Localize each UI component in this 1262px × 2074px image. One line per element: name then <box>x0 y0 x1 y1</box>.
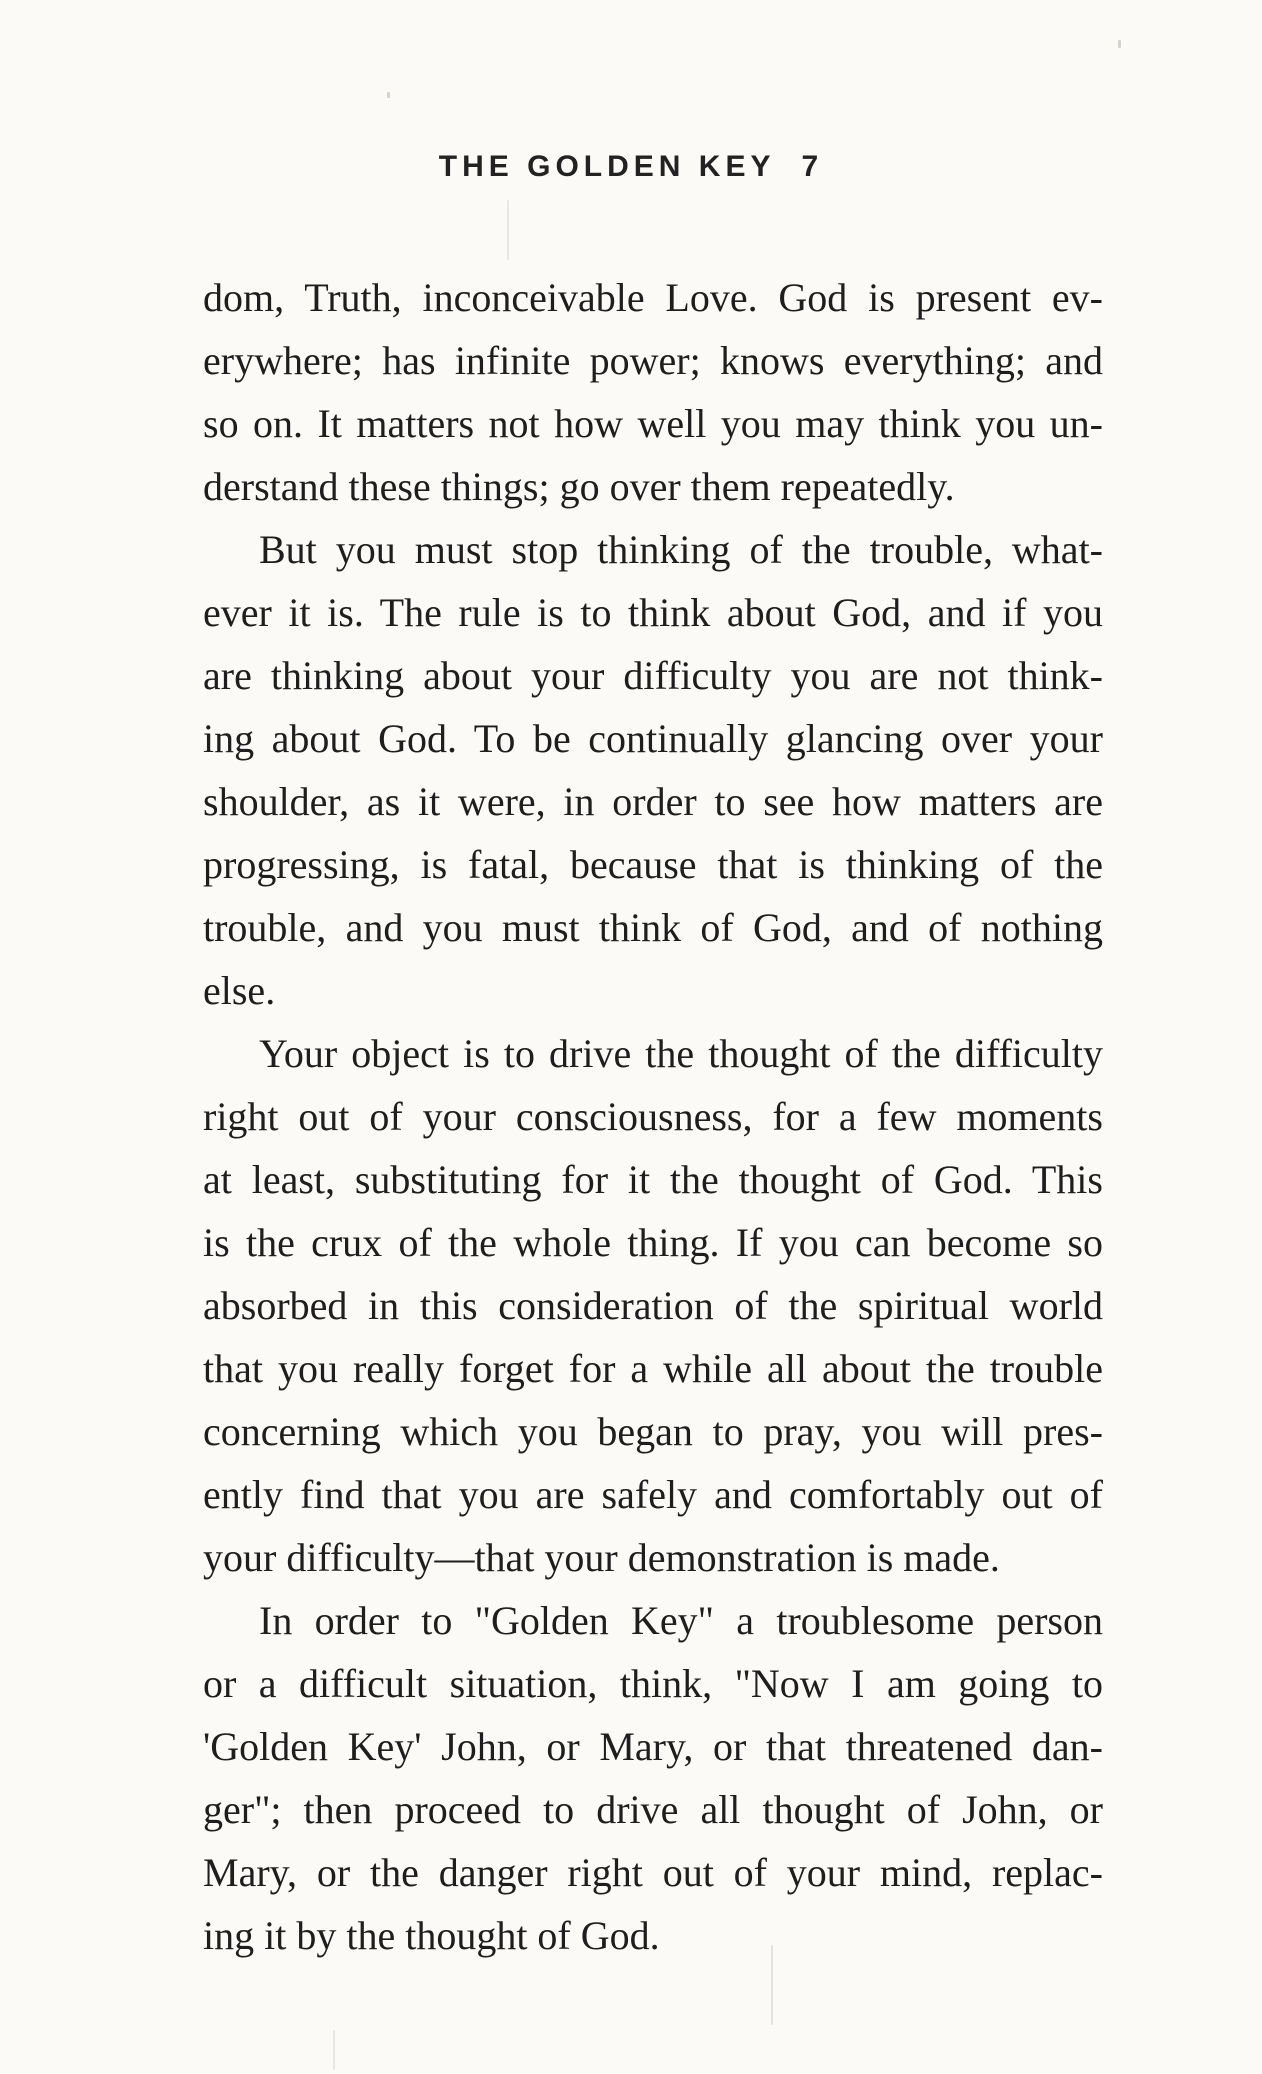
text-line: But you must stop thinking of the trouble, what- <box>259 527 1103 572</box>
text-line: ing about God. To be continually glancing over your <box>203 716 1103 761</box>
text-line: are thinking about your difficulty you are not think- <box>203 653 1103 698</box>
page-number: 7 <box>801 150 824 183</box>
text-line: your difficulty—that your demonstration is made. <box>203 1535 1000 1580</box>
text-line: concerning which you began to pray, you will pres- <box>203 1409 1103 1454</box>
text-line: at least, substituting for it the thought of God. This <box>203 1157 1103 1202</box>
paragraph <box>203 518 1103 1022</box>
text-line: right out of your consciousness, for a few moments <box>203 1094 1103 1139</box>
text-line: ever it is. The rule is to think about God, and if you <box>203 590 1103 635</box>
paragraph <box>203 266 1103 518</box>
text-line: derstand these things; go over them repeatedly. <box>203 464 955 509</box>
scan-speck <box>333 2030 335 2070</box>
text-line: erywhere; has infinite power; knows everything; and <box>203 338 1103 383</box>
scan-speck <box>771 1945 773 2025</box>
text-line: dom, Truth, inconceivable Love. God is present ev- <box>203 275 1103 320</box>
text-line: progressing, is fatal, because that is thinking of the <box>203 842 1103 887</box>
text-line: absorbed in this consideration of the spiritual world <box>203 1283 1103 1328</box>
text-line: ently find that you are safely and comfortably out of <box>203 1472 1103 1517</box>
text-line: ger"; then proceed to drive all thought of John, or <box>203 1787 1103 1832</box>
text-line: shoulder, as it were, in order to see how matters are <box>203 779 1103 824</box>
text-line: so on. It matters not how well you may think you un- <box>203 401 1103 446</box>
text-line: or a difficult situation, think, "Now I am going to <box>203 1661 1103 1706</box>
body-text <box>203 266 1103 1967</box>
text-line: In order to "Golden Key" a troublesome person <box>259 1598 1103 1643</box>
text-line: ing it by the thought of God. <box>203 1913 660 1958</box>
text-line: Mary, or the danger right out of your mind, replac- <box>203 1850 1103 1895</box>
running-head <box>0 150 1262 184</box>
text-line: else. <box>203 968 276 1013</box>
text-line: that you really forget for a while all about the trouble <box>203 1346 1103 1391</box>
paragraph <box>203 1589 1103 1967</box>
text-line: Your object is to drive the thought of the difficulty <box>259 1031 1103 1076</box>
running-title: THE GOLDEN KEY <box>438 150 776 183</box>
scan-speck <box>507 200 509 260</box>
text-line: is the crux of the whole thing. If you can become so <box>203 1220 1103 1265</box>
scan-speck <box>1118 40 1121 48</box>
paragraph <box>203 1022 1103 1589</box>
scan-speck <box>387 92 390 98</box>
text-line: trouble, and you must think of God, and of nothing <box>203 905 1103 950</box>
text-line: 'Golden Key' John, or Mary, or that threatened dan- <box>203 1724 1103 1769</box>
